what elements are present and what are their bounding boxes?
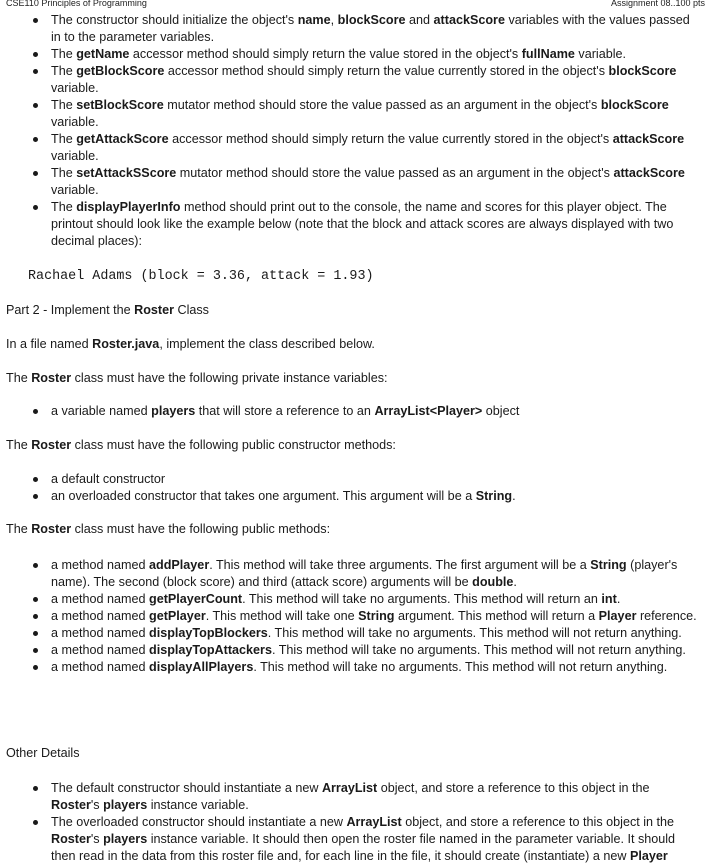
example-output: Rachael Adams (block = 3.36, attack = 1.93): [28, 269, 374, 284]
methods-intro: The Roster class must have the following public methods:: [6, 522, 331, 536]
player-detail-item: The displayPlayerInfo method should print out to the console, the name and scores for this player object. The printout should look like the example below (note that the block and attack scores are always displayed with two decimal places):: [0, 199, 713, 250]
course-title: CSE110 Principles of Programming: [6, 0, 147, 8]
player-detail-item: The getAttackScore accessor method should simply return the value currently stored in the object's attackScore variable.: [0, 131, 713, 165]
method-item: a method named getPlayer. This method will take one String argument. This method will return a Player reference.: [0, 608, 713, 625]
part2-heading: Part 2 - Implement the Roster Class: [6, 303, 209, 317]
player-detail-item: The setBlockScore mutator method should store the value passed as an argument in the object's blockScore variable.: [0, 97, 713, 131]
ivars-intro: The Roster class must have the following private instance variables:: [6, 371, 388, 385]
ctors-intro: The Roster class must have the following public constructor methods:: [6, 438, 396, 452]
player-detail-item: The setAttackSScore mutator method should store the value passed as an argument in the object's attackScore variable.: [0, 165, 713, 199]
ivars-list: [0, 403, 713, 420]
player-detail-item: The getBlockScore accessor method should simply return the value currently stored in the object's blockScore variable.: [0, 63, 713, 97]
methods-list: [0, 557, 713, 676]
ivar-item: a variable named players that will store a reference to an ArrayList<Player> object: [0, 403, 713, 420]
method-item: a method named displayAllPlayers. This method will take no arguments. This method will not return anything.: [0, 659, 713, 676]
ctors-list: [0, 471, 713, 505]
page-header: [6, 0, 705, 12]
player-details-list: [0, 12, 713, 250]
other-detail-item: The overloaded constructor should instantiate a new ArrayList object, and store a reference to this object in the Roster's players instance variable. It should then open the roster file named in the parameter variable. It should then read in the data from this roster file and, for each line in the file, it should create (instantiate) a new Player: [0, 814, 713, 865]
ctor-item: a default constructor: [0, 471, 713, 488]
method-item: a method named getPlayerCount. This method will take no arguments. This method will return an int.: [0, 591, 713, 608]
player-detail-item: The constructor should initialize the object's name, blockScore and attackScore variables with the values passed in to the parameter variables.: [0, 12, 713, 46]
method-item: a method named displayTopAttackers. This method will take no arguments. This method will not return anything.: [0, 642, 713, 659]
ctor-item: an overloaded constructor that takes one argument. This argument will be a String.: [0, 488, 713, 505]
other-details-heading: Other Details: [6, 746, 80, 760]
file-instruction: In a file named Roster.java, implement the class described below.: [6, 337, 375, 351]
other-details-list: [0, 780, 713, 865]
other-detail-item: The default constructor should instantiate a new ArrayList object, and store a reference to this object in the Roster's players instance variable.: [0, 780, 713, 814]
assignment-label: Assignment 08..100 pts: [610, 0, 705, 8]
method-item: a method named displayTopBlockers. This method will take no arguments. This method will not return anything.: [0, 625, 713, 642]
player-detail-item: The getName accessor method should simply return the value stored in the object's fullName variable.: [0, 46, 713, 63]
method-item: a method named addPlayer. This method will take three arguments. The first argument will be a String (player's name). The second (block score) and third (attack score) arguments will be double.: [0, 557, 713, 591]
